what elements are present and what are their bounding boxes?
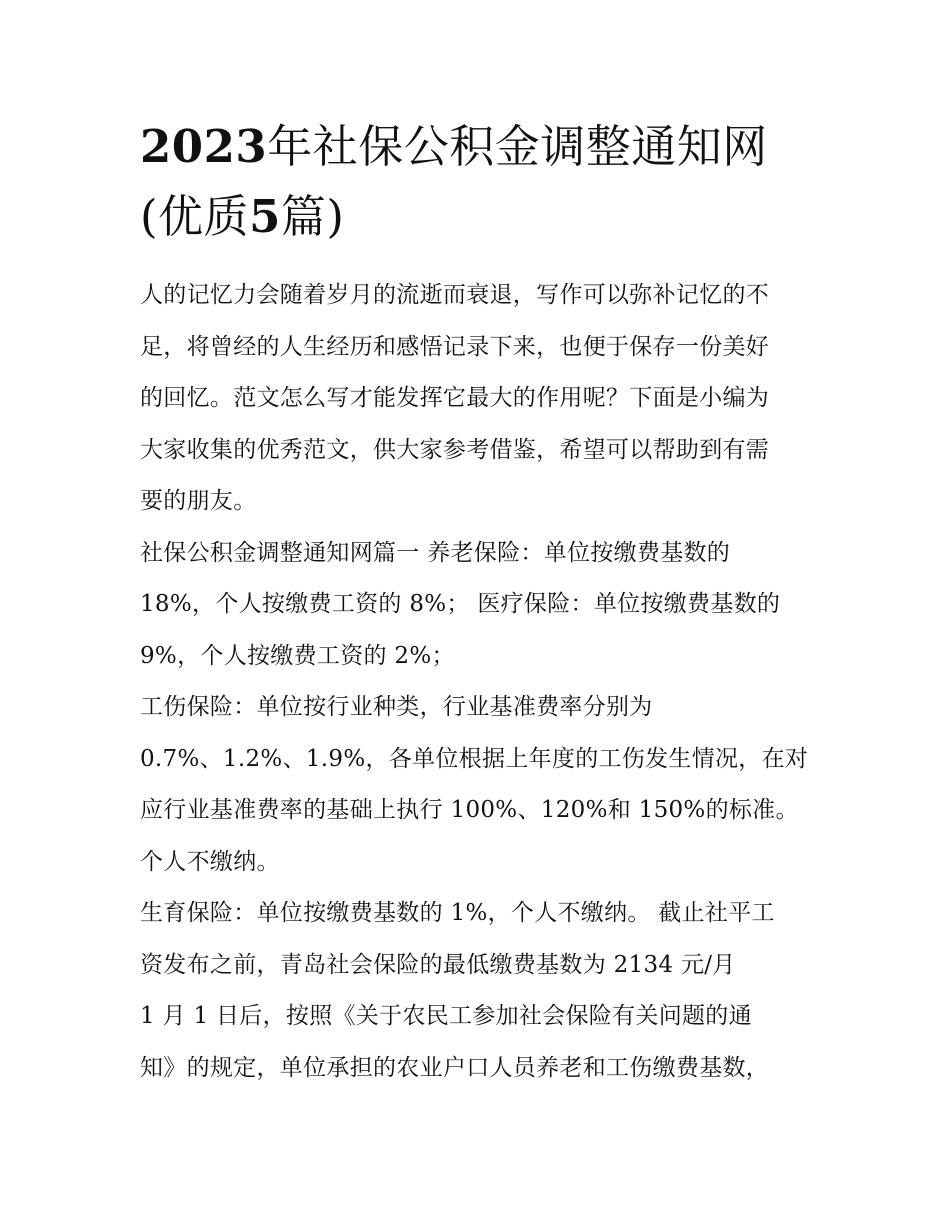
title-suffix: 篇): [280, 190, 345, 243]
body-line: 个人不缴纳。: [140, 848, 280, 875]
body-line: 的回忆。范文怎么写才能发挥它最大的作用呢？下面是小编为: [140, 385, 770, 411]
title-count: 5: [249, 190, 281, 243]
body-line: 18%，个人按缴费工资的 8%； 医疗保险：单位按缴费基数的: [140, 591, 781, 617]
body-line: 9%，个人按缴费工资的 2%；: [140, 642, 455, 669]
body-line: 人的记忆力会随着岁月的流逝而衰退，写作可以弥补记忆的不: [140, 282, 770, 308]
body-line: 资发布之前，青岛社会保险的最低缴费基数为 2134 元/月: [140, 951, 736, 978]
body-line: 工伤保险：单位按行业种类，行业基准费率分别为: [140, 694, 653, 720]
body-line: 社保公积金调整通知网篇一 养老保险：单位按缴费基数的: [140, 539, 731, 566]
body-line: 足，将曾经的人生经历和感悟记录下来，也便于保存一份美好: [140, 333, 770, 360]
document-page: [140, 112, 812, 1094]
body-line: 生育保险：单位按缴费基数的 1%，个人不缴纳。 截止社平工: [140, 900, 775, 926]
body-line: 大家收集的优秀范文，供大家参考借鉴，希望可以帮助到有需: [140, 436, 770, 463]
body-line: 知》的规定，单位承担的农业户口人员养老和工伤缴费基数，: [140, 1054, 770, 1081]
title-text: 年社保公积金调整通知网(优质: [140, 120, 768, 243]
body-line: 要的朋友。: [140, 488, 257, 514]
title-year: 2023: [140, 120, 268, 173]
body-line: 0.7%、1.2%、1.9%，各单位根据上年度的工伤发生情况，在对: [140, 745, 809, 772]
document-title: [140, 112, 812, 252]
body-line: 1 月 1 日后，按照《关于农民工参加社会保险有关问题的通: [140, 1003, 752, 1029]
body-line: 应行业基准费率的基础上执行 100%、120%和 150%的标准。: [140, 797, 799, 823]
